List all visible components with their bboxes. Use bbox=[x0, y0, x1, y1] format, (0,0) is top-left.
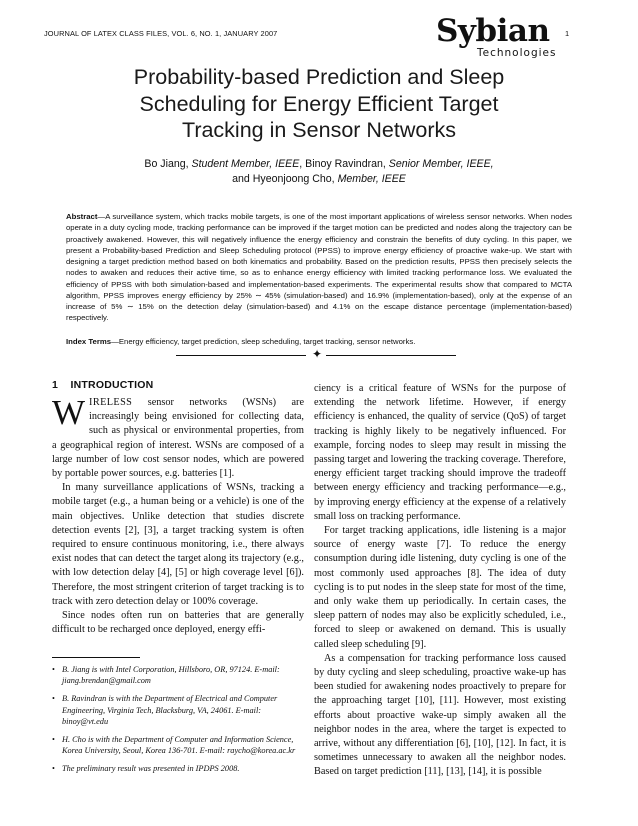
author-3-name: and Hyeonjoong Cho, bbox=[232, 173, 338, 185]
intro-paragraph-2: In many surveillance applications of WSNs, tracking a mobile target (e.g., a human being or a vehicle) is one of the main objectives. Unlike detection that studies discrete detection events [2], [3], a target tracking system is often required to ensure continuous monitoring, i.e., there always exist nodes that can detect the target along its trajectory (e.g., with low detection delay [4], [5] or high coverage level [6]). Therefore, the most stringent criterion of target tracking is to track with zero detection delay or 100% coverage. bbox=[52, 482, 304, 607]
footnote-text: The preliminary result was presented in IPDPS 2008. bbox=[62, 764, 240, 774]
footnote-item: • H. Cho is with the Department of Computer and Information Science, Korea University, Seoul, Korea 136-701. E-mail: raycho@korea.ac.kr bbox=[52, 735, 296, 756]
paper-title bbox=[60, 64, 578, 144]
footnote-item: • B. Jiang is with Intel Corporation, Hillsboro, OR, 97124. E-mail: jiang.brendan@gmail.com bbox=[52, 665, 280, 686]
author-2-role: Senior Member, IEEE, bbox=[388, 158, 494, 170]
watermark-logo bbox=[436, 14, 566, 58]
separator-line-left bbox=[176, 355, 306, 356]
footnote-text: B. Jiang is with Intel Corporation, Hillsboro, OR, 97124. E-mail: jiang.brendan@gmail.com bbox=[62, 665, 280, 686]
separator-line-right bbox=[326, 355, 456, 356]
footnote-text: B. Ravindran is with the Department of Electrical and Computer Engineering, Virginia Tech, Blacksburg, VA, 24061. E-mail: binoy@vt.edu bbox=[62, 694, 278, 726]
footnote-item: • The preliminary result was presented in IPDPS 2008. bbox=[52, 764, 240, 774]
footnote-text: H. Cho is with the Department of Computer and Information Science, Korea University, Seoul, Korea 136-701. E-mail: raycho@korea.ac.kr bbox=[62, 735, 296, 756]
intro-paragraph-3: Since nodes often run on batteries that are generally difficult to be recharged once deployed, energy effi- bbox=[52, 610, 304, 636]
drop-cap: W bbox=[52, 393, 86, 432]
abstract-label: Abstract bbox=[66, 212, 98, 221]
author-2-name: , Binoy Ravindran, bbox=[299, 158, 389, 170]
footnote-item: • B. Ravindran is with the Department of Electrical and Computer Engineering, Virginia Tech, Blacksburg, VA, 24061. E-mail: binoy@vt.edu bbox=[52, 694, 278, 726]
right-column bbox=[314, 382, 566, 780]
logo-sub-text: Technologies bbox=[477, 47, 557, 59]
section-number: 1 bbox=[52, 379, 59, 391]
title-line-1: Probability-based Prediction and Sleep bbox=[133, 65, 505, 89]
footnote-rule bbox=[52, 657, 140, 658]
title-line-2: Scheduling for Energy Efficient Target bbox=[139, 91, 499, 116]
right-paragraph-1: ciency is a critical feature of WSNs for the purpose of extending the network lifetime. However, if energy efficiency is enhanced, the quality of service (QoS) of target tracking is highly likely to be negatively influenced. For example, forcing nodes to sleep may result in missing the passing target and lowering the tracking coverage. Therefore, energy efficient target tracking should improve the tradeoff between energy efficiency and tracking performance—e.g., by improving energy efficiency at the expense of a relatively small loss on tracking performance. bbox=[314, 383, 566, 522]
logo-main-text: Sybian bbox=[436, 13, 550, 49]
index-terms bbox=[66, 336, 572, 347]
title-line-3: Tracking in Sensor Networks bbox=[181, 118, 457, 142]
author-3-role: Member, IEEE bbox=[337, 173, 406, 185]
footnotes bbox=[52, 664, 304, 782]
abstract bbox=[66, 211, 572, 324]
section-title: INTRODUCTION bbox=[70, 379, 154, 391]
intro-p1-text: sensor networks (WSNs) are increasingly being envisioned for collecting data, such as physical or environmental properties, from a geographical region of interest. WSNs are composed of a large number of low cost sensor nodes, which are powered by portable power sources, e.g. batteries [1]. bbox=[52, 397, 304, 480]
first-word-rest: IRELESS bbox=[89, 397, 133, 408]
section-heading bbox=[52, 379, 153, 391]
right-paragraph-3: As a compensation for tracking performance loss caused by duty cycling and sleep scheduling, proactive wake-up has been studied for awakening nodes proactively to prepare for the approaching target [10], [11]. However, most existing efforts about proactive wake-up simply awaken all the neighbor nodes in the area, where the target is expected to arrive, without any differentiation [6], [10], [12]. In fact, it is sometimes unnecessary to awaken all the neighbor nodes. Based on target prediction [11], [13], [14], it is possible bbox=[314, 652, 566, 778]
abstract-text: —A surveillance system, which tracks mobile targets, is one of the most important applications of wireless sensor networks. When nodes operate in a duty cycling mode, tracking performance can be improved if the target motion can be predicted and nodes along the trajectory can be proactively awakened. However, this will negatively influence the energy efficiency and constrain the benefits of duty cycling. In this paper, we present a Probability-based Prediction and Sleep Scheduling protocol (PPSS) to improve energy efficiency of proactive wake-up. We start with designing a target prediction method based on both kinematics and probability. Based on the prediction results, PPSS then precisely selects the nodes to awaken and reduces their active time, so as to enhance energy efficiency with limited tracking performance loss. We evaluated the efficiency of PPSS with both simulation-based and implementation-based experiments. The experimental results show that compared to MCTA algorithm, PPSS improves energy efficiency by 25% ∼ 45% (simulation-based) and 16.9% (implementation-based), only at the expense of an increase of 5% ∼ 15% on the detection delay (simulation-based) and 4.1% on the escape distance percentage (implementation-based) respectively. bbox=[66, 212, 572, 323]
intro-paragraph-1 bbox=[52, 393, 304, 481]
journal-header: JOURNAL OF LATEX CLASS FILES, VOL. 6, NO. 1, JANUARY 2007 bbox=[44, 29, 278, 38]
author-1-role: Student Member, IEEE bbox=[191, 158, 300, 170]
author-1-name: Bo Jiang, bbox=[144, 158, 192, 170]
index-terms-label: Index Terms bbox=[66, 337, 112, 346]
index-terms-text: —Energy efficiency, target prediction, sleep scheduling, target tracking, sensor networks. bbox=[111, 337, 416, 346]
author-list bbox=[60, 157, 578, 187]
separator-diamond-icon: ✦ bbox=[312, 347, 323, 361]
right-paragraph-2: For target tracking applications, idle listening is a major source of energy waste [7]. To reduce the energy consumption during idle listening, duty cycling is one of the most commonly used approaches [8]. The idea of duty cycling is to put nodes in the sleep state for most of the time, and only wake them up periodically. In certain cases, the sleep pattern of nodes may also be explicitly scheduled, i.e., forced to sleep or awakened on demand. This is usually called sleep scheduling [9]. bbox=[314, 525, 566, 650]
left-column bbox=[52, 393, 304, 637]
page-number: 1 bbox=[565, 29, 570, 38]
